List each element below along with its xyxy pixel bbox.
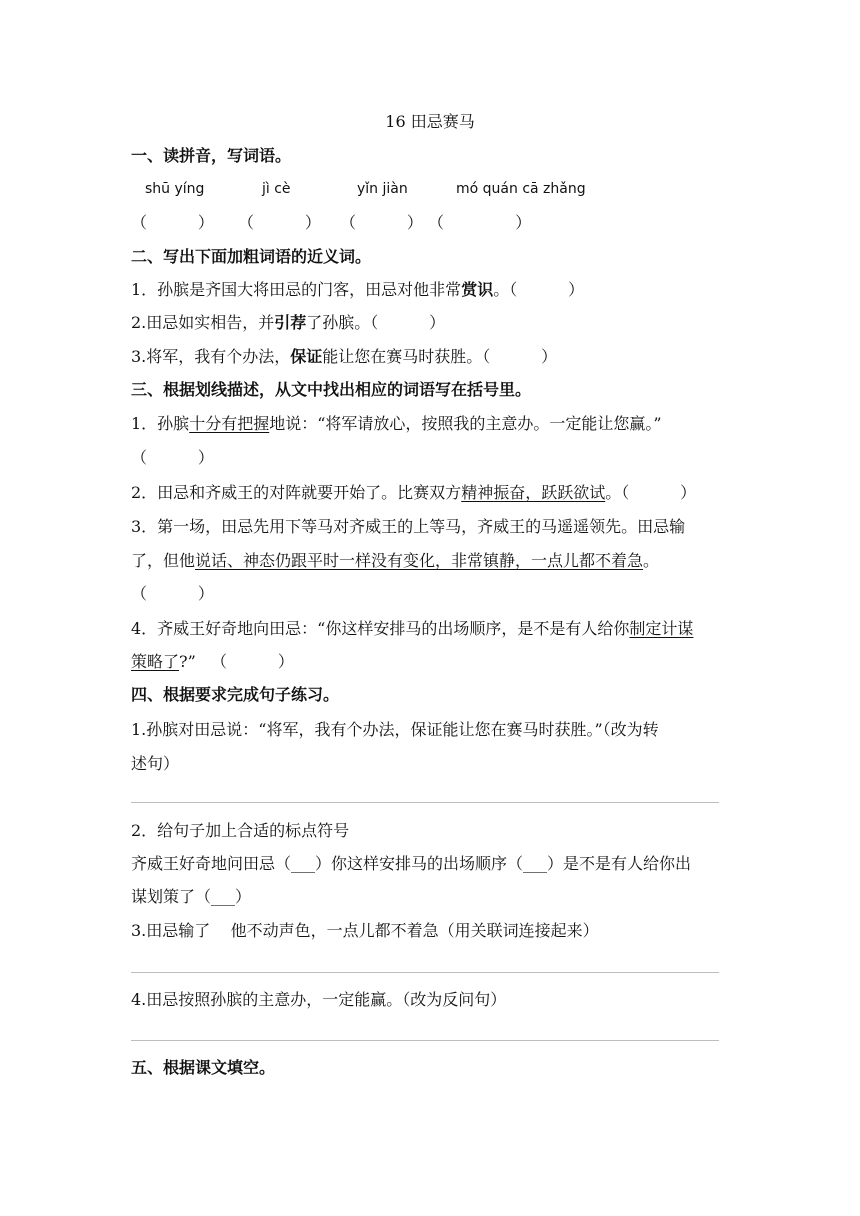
s3-question-2: 2．田忌和齐威王的对阵就要开始了。比赛双方精神振奋，跃跃欲试。（ ） [131,483,697,502]
answer-blank-3[interactable]: （ ） [340,213,423,232]
s4-question-4: 4.田忌按照孙膑的主意办，一定能赢。（改为反问句） [131,990,507,1009]
s3-question-4-line-2: 策略了?” （ ） [131,652,294,671]
s2-question-1: 1．孙膑是齐国大将田忌的门客，田忌对他非常赏识。（ ） [131,280,585,299]
bold-word: 引荐 [274,313,307,332]
answer-line-3[interactable] [131,1040,719,1041]
pinyin-2: jì cè [262,181,291,197]
pinyin-4: mó quán cā zhǎng [456,181,586,197]
s4-question-2-line-0: 2．给句子加上合适的标点符号 [131,821,350,840]
s3-question-4-line-1: 4．齐威王好奇地向田忌：“你这样安排马的出场顺序，是不是有人给你制定计谋 [131,619,694,638]
underlined-phrase: 说话、神态仍跟平时一样没有变化，非常镇静，一点儿都不着急 [195,551,644,570]
underlined-phrase: 精神振奋，跃跃欲试 [461,483,606,502]
s2-question-3: 3.将军，我有个办法，保证能让您在赛马时获胜。（ ） [131,347,558,366]
section-5-heading: 五、根据课文填空。 [131,1058,276,1077]
s3-question-1: 1．孙膑十分有把握地说：“将军请放心，按照我的主意办。一定能让您赢。” [131,414,662,433]
bold-word: 赏识 [461,280,494,299]
underlined-phrase: 策略了 [131,652,180,671]
pinyin-1: shū yíng [145,181,205,197]
s4-question-1-line-2: 述句） [131,754,180,773]
page-title: 16 田忌赛马 [385,112,475,131]
section-4-heading: 四、根据要求完成句子练习。 [131,685,340,704]
answer-line-2[interactable] [131,972,719,973]
s2-question-2: 2.田忌如实相告，并引荐了孙膑。（ ） [131,313,446,332]
underlined-phrase: 制定计谋 [629,619,694,638]
section-1-heading: 一、读拼音，写词语。 [131,146,292,165]
s3-answer-blank-3[interactable]: （ ） [131,584,214,603]
underlined-phrase: 十分有把握 [189,414,270,433]
s4-question-3: 3.田忌输了 他不动声色，一点儿都不着急（用关联词连接起来） [131,921,599,940]
s4-question-2-line-1: 齐威王好奇地问田忌（___）你这样安排马的出场顺序（___）是不是有人给你出 [131,854,692,873]
answer-blank-4[interactable]: （ ） [428,213,532,232]
bold-word: 保证 [290,347,323,366]
answer-line-1[interactable] [131,802,719,803]
section-3-heading: 三、根据划线描述，从文中找出相应的词语写在括号里。 [131,380,532,399]
section-2-heading: 二、写出下面加粗词语的近义词。 [131,247,372,266]
s3-answer-blank-1[interactable]: （ ） [131,448,214,467]
s3-question-3-line-1: 3．第一场，田忌先用下等马对齐威王的上等马，齐威王的马遥遥领先。田忌输 [131,517,686,536]
s3-question-3-line-2: 了，但他说话、神态仍跟平时一样没有变化，非常镇静，一点儿都不着急。 [131,551,660,570]
s4-question-1-line-1: 1.孙膑对田忌说：“将军，我有个办法，保证能让您在赛马时获胜。”（改为转 [131,720,659,739]
answer-blank-1[interactable]: （ ） [131,213,214,232]
answer-blank-2[interactable]: （ ） [238,213,321,232]
pinyin-3: yǐn jiàn [357,181,408,197]
s4-question-2-line-2: 谋划策了（___） [131,887,252,906]
